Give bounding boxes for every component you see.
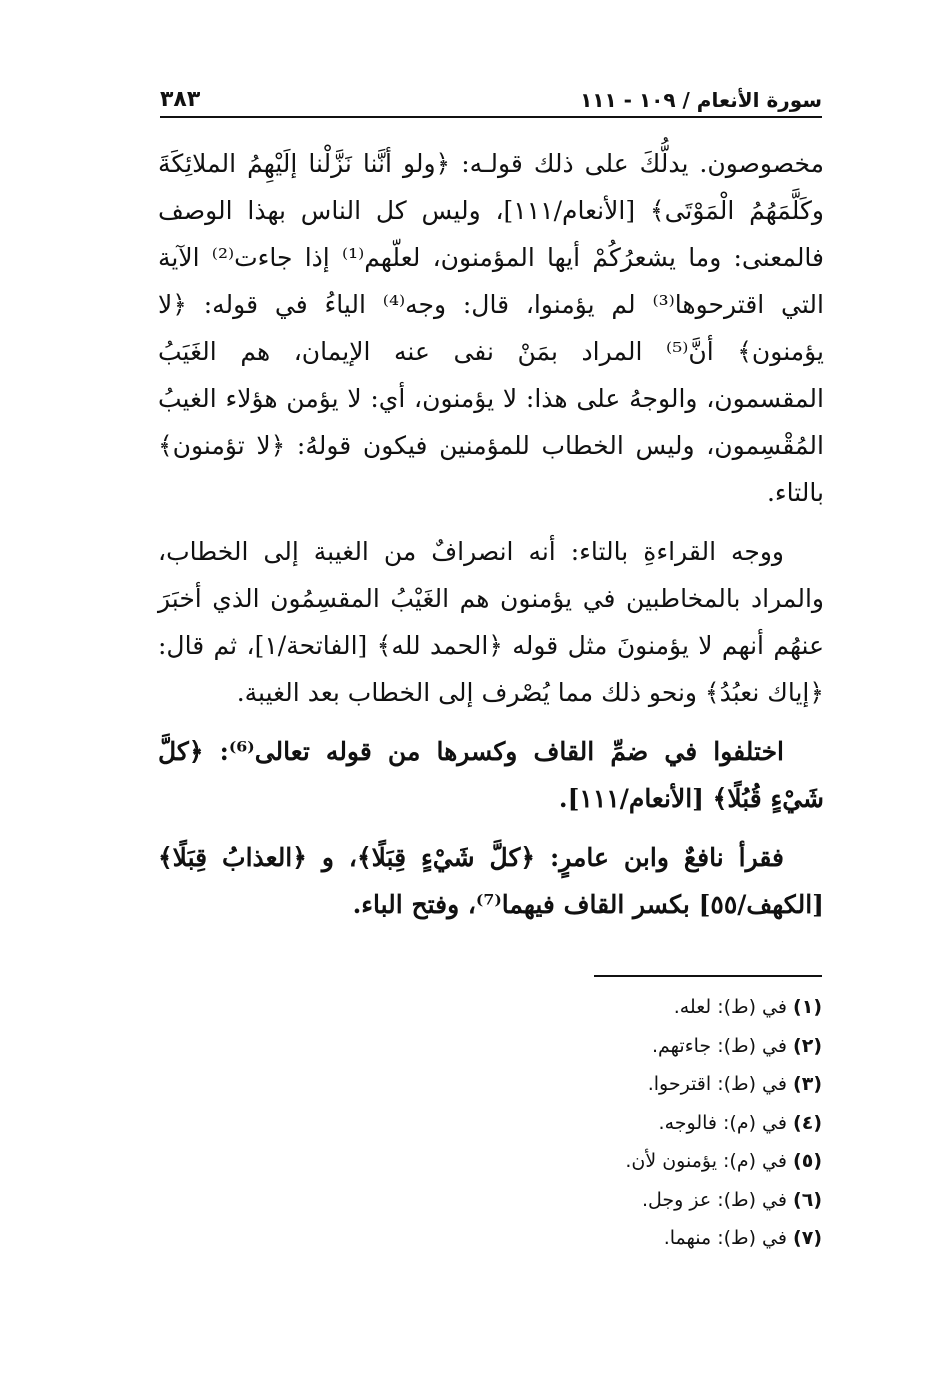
footnote-number: (٧) bbox=[793, 1227, 822, 1249]
footnote-text: في (ط): عز وجل. bbox=[641, 1188, 787, 1211]
footnote-number: (٦) bbox=[793, 1188, 822, 1211]
main-text bbox=[158, 140, 824, 940]
footnote-item bbox=[450, 1027, 822, 1066]
footnotes bbox=[450, 988, 822, 1258]
paragraph-disagreement: اختلفوا في ضمِّ القاف وكسرها من قوله تعالى⁽⁶⁾: ﴿كلَّ شَيْءٍ قُبُلًا﴾ [الأنعام/١١١]. bbox=[158, 737, 824, 813]
footnote-item bbox=[450, 1104, 822, 1143]
footnote-text: في (ط): منهما. bbox=[663, 1227, 787, 1249]
footnote-item bbox=[450, 1219, 822, 1258]
footnote-item bbox=[450, 1065, 822, 1104]
footnote-text: في (ط): جاءتهم. bbox=[651, 1034, 787, 1057]
footnote-number: (٥) bbox=[793, 1150, 822, 1172]
footnote-text: في (م): يؤمنون لأن. bbox=[625, 1150, 787, 1172]
footnote-text: في (م): فالوجه. bbox=[658, 1111, 787, 1134]
footnote-item bbox=[450, 988, 822, 1027]
page-number: ٣٨٣ bbox=[160, 87, 201, 112]
page-header bbox=[160, 84, 822, 118]
footnote-divider bbox=[594, 975, 822, 977]
paragraph-commentary: مخصوصون. يدلُّكَ على ذلك قولـه: ﴿ولو أنَّنا نَزَّلْنا إلَيْهِمُ الملائِكَةَ وكَلَّمَهُمُ الْمَوْتَى﴾ [الأنعام/١١١]، وليس كل الناس بهذا الوصف فالمعنى: وما يشعرُكُمْ أيها المؤمنون، لعلّهم⁽¹⁾ إذا جاءت⁽²⁾ الآية التي اقترحوها⁽³⁾ لم يؤمنوا، قال: وجه⁽⁴⁾ الياءُ في قوله: ﴿لا يؤمنون﴾ أنَّ⁽⁵⁾ المراد بمَنْ نفى عنه الإيمان، هم الغَيَبُ المقسمون، والوجهُ على هذا: لا يؤمنون، أي: لا يؤمن هؤلاء الغيبُ المُقْسِمون، وليس الخطاب للمؤمنين فيكون قولهُ: ﴿لا تؤمنون﴾ بالتاء. bbox=[158, 149, 825, 507]
paragraph-reading-with-ta: ووجه القراءةِ بالتاء: أنه انصرافٌ من الغيبة إلى الخطاب، والمراد بالمخاطبين في يؤمنون هم الغَيْبُ المقسِمُون الذي أخبَرَ عنهُم أنهم لا يؤمنونَ مثل قوله ﴿الحمد لله﴾ [الفاتحة/١]، ثم قال: ﴿إياك نعبُدُ﴾ ونحو ذلك مما يُصْرف إلى الخطاب بعد الغيبة. bbox=[158, 537, 824, 707]
paragraph-readers: فقرأ نافعٌ وابن عامرٍ: ﴿كلَّ شَيْءٍ قِبَلًا﴾، و ﴿العذابُ قِبَلًا﴾ [الكهف/٥٥] بكسر القاف فيهما⁽⁷⁾، وفتح الباء. bbox=[158, 843, 824, 919]
footnote-number: (٤) bbox=[793, 1111, 822, 1134]
footnote-text: في (ط): اقترحوا. bbox=[647, 1073, 787, 1095]
footnote-item bbox=[450, 1181, 822, 1220]
footnote-number: (٢) bbox=[793, 1034, 822, 1057]
footnote-text: في (ط): لعله. bbox=[673, 996, 787, 1018]
running-title: سورة الأنعام / ١٠٩ - ١١١ bbox=[580, 88, 822, 112]
footnote-item bbox=[450, 1142, 822, 1181]
footnote-number: (٣) bbox=[793, 1073, 822, 1095]
footnote-number: (١) bbox=[793, 996, 822, 1018]
